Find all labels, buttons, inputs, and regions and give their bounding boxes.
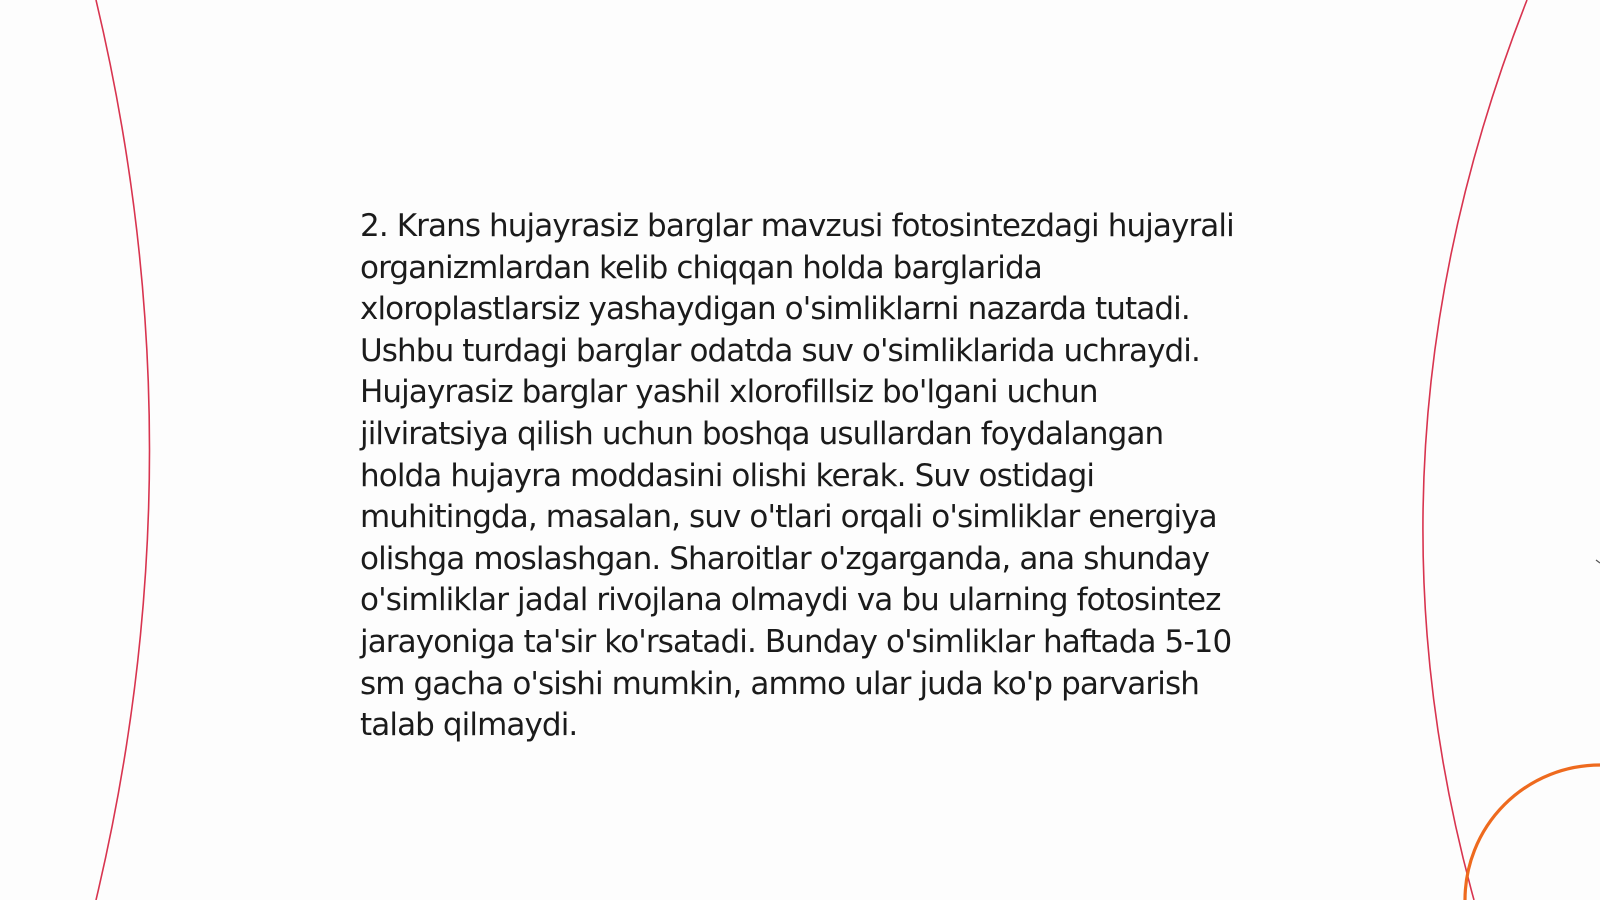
small-arrow-mark bbox=[1596, 560, 1600, 563]
left-curve-line bbox=[96, 0, 150, 900]
orange-arc bbox=[1465, 765, 1600, 900]
body-paragraph: 2. Krans hujayrasiz barglar mavzusi fotosintezdagi hujayrali organizmlardan kelib chiqqan holda barglarida xloroplastlarsiz yashaydigan o'simliklarni nazarda tutadi. Ushbu turdagi barglar odatda suv o'simliklarida uchraydi. Hujayrasiz barglar yashil xlorofillsiz bo'lgani uchun jilviratsiya qilish uchun boshqa usullardan foydalangan holda hujayra moddasini olishi kerak. Suv ostidagi muhitingda, masalan, suv o'tlari orqali o'simliklar energiya olishga moslashgan. Sharoitlar o'zgarganda, ana shunday o'simliklar jadal rivojlana olmaydi va bu ularning fotosintez jarayoniga ta'sir ko'rsatadi. Bunday o'simliklar haftada 5-10 sm gacha o'sishi mumkin, ammo ular juda ko'p parvarish talab qilmaydi. bbox=[360, 208, 1234, 744]
right-curve-line bbox=[1423, 0, 1527, 900]
